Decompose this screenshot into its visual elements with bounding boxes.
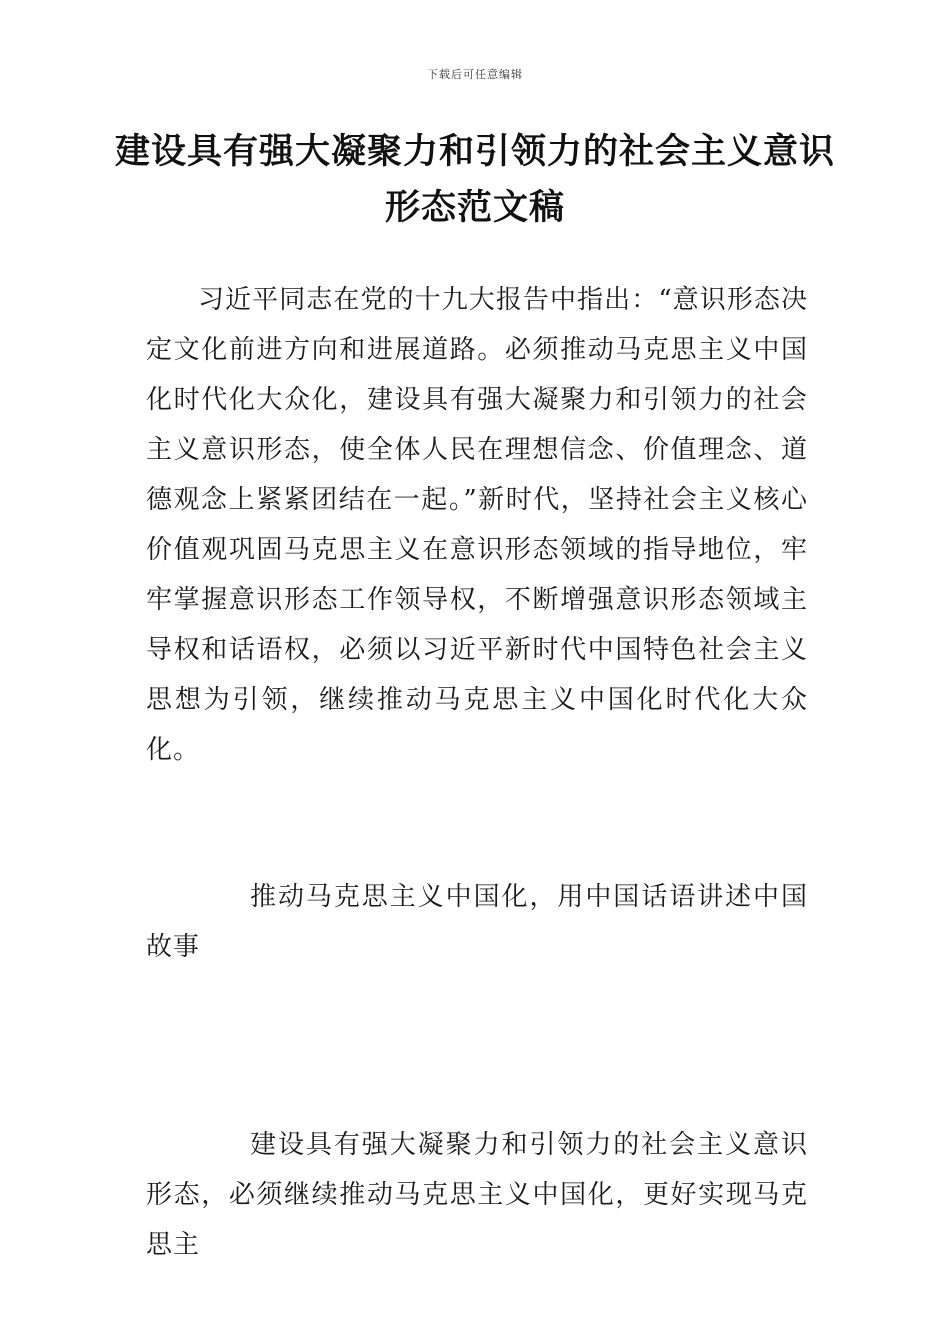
body-paragraph-section: 建设具有强大凝聚力和引领力的社会主义意识形态，必须继续推动马克思主义中国化，更好实现马克思主 [146, 1130, 808, 1260]
document-title: 建设具有强大凝聚力和引领力的社会主义意识形态范文稿 [114, 132, 835, 228]
section-heading-paragraph: 推动马克思主义中国化，用中国话语讲述中国故事 [146, 882, 808, 962]
header-note: 下载后可任意编辑 [427, 68, 523, 81]
body-paragraph-intro: 习近平同志在党的十九大报告中指出：“意识形态决定文化前进方向和进展道路。必须推动马克思主义中国化时代化大众化，建设具有强大凝聚力和引领力的社会主义意识形态，使全体人民在理想信念、价值理念、道德观念上紧紧团结在一起。”新时代，坚持社会主义核心价值观巩固马克思主义在意识形态领域的指导地位，牢牢掌握意识形态工作领导权，不断增强意识形态领域主导权和话语权，必须以习近平新时代中国特色社会主义思想为引领，继续推动马克思主义中国化时代化大众化。 [146, 285, 808, 765]
